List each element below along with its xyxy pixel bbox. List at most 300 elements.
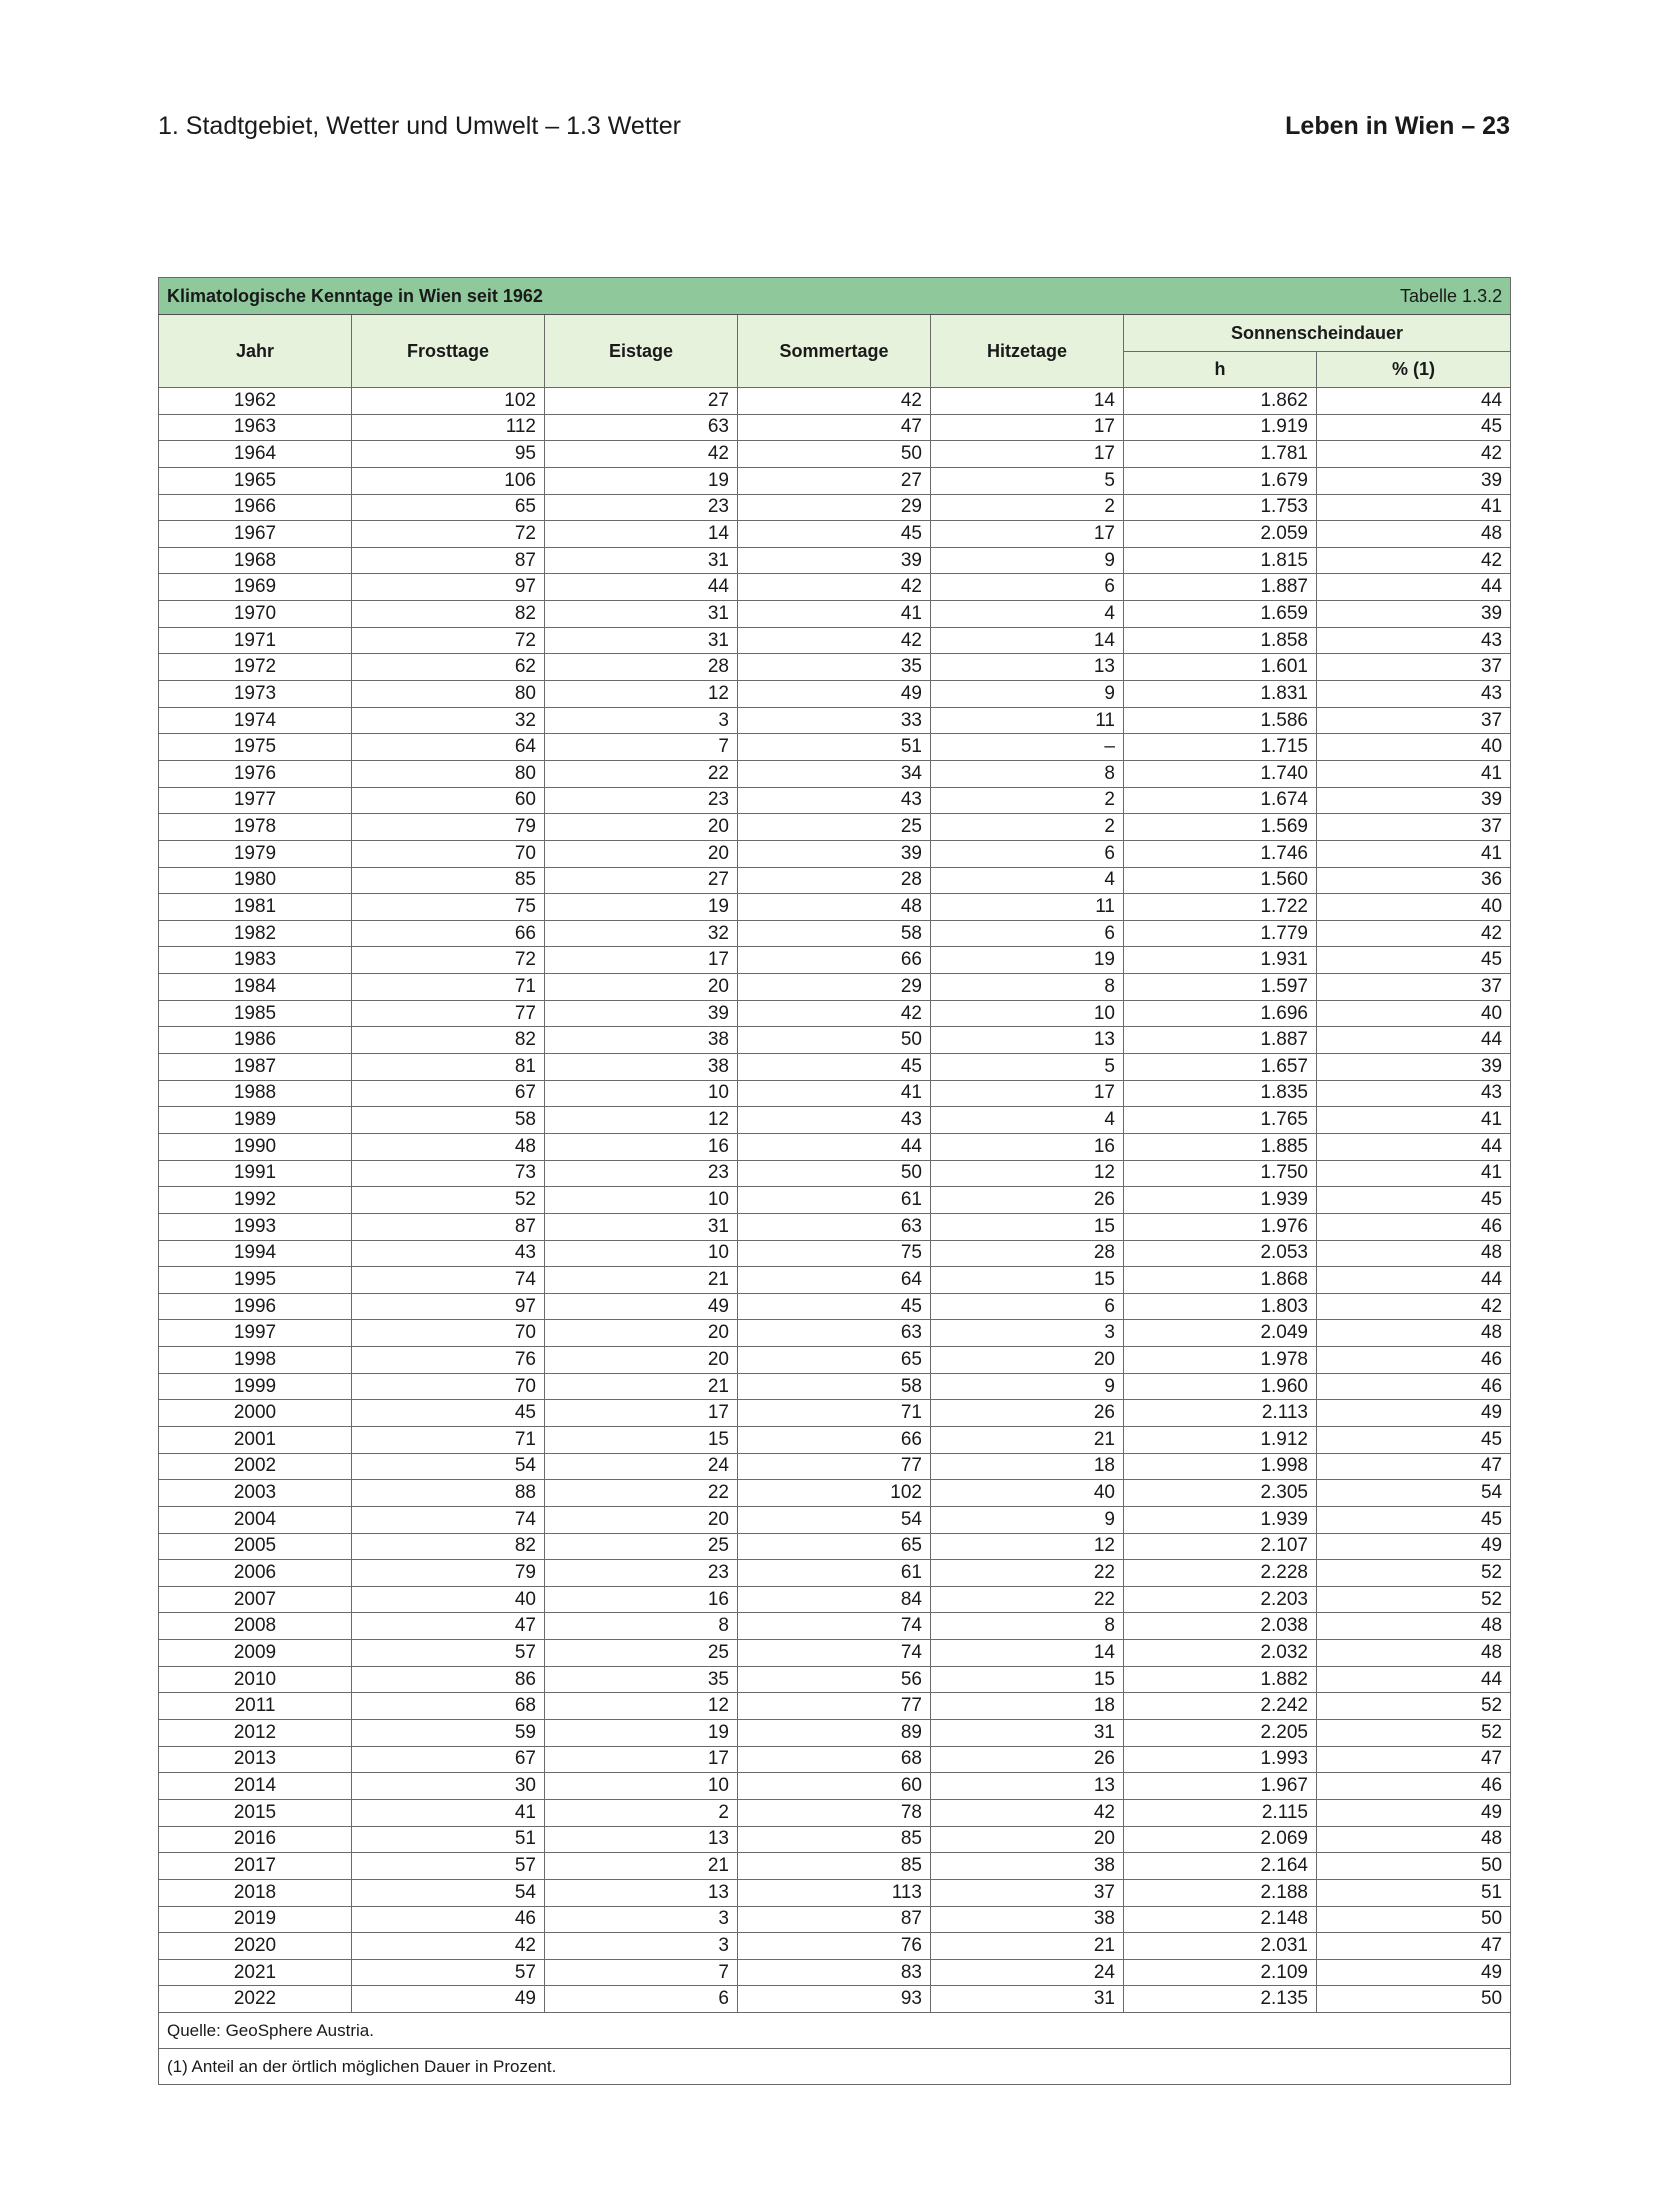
cell-summer: 34: [738, 760, 931, 787]
cell-sun-percent: 42: [1317, 920, 1511, 947]
cell-sun-hours: 1.815: [1124, 547, 1317, 574]
cell-summer: 29: [738, 974, 931, 1001]
cell-sun-hours: 2.242: [1124, 1693, 1317, 1720]
cell-frost: 46: [352, 1906, 545, 1933]
table-row: [159, 1453, 1511, 1480]
cell-summer: 28: [738, 867, 931, 894]
cell-sun-percent: 39: [1317, 467, 1511, 494]
cell-ice: 19: [545, 1720, 738, 1747]
cell-year: 1976: [159, 760, 352, 787]
cell-summer: 48: [738, 894, 931, 921]
cell-sun-hours: 1.939: [1124, 1506, 1317, 1533]
cell-summer: 75: [738, 1240, 931, 1267]
cell-sun-percent: 50: [1317, 1853, 1511, 1880]
cell-sun-percent: 39: [1317, 1054, 1511, 1081]
cell-frost: 47: [352, 1613, 545, 1640]
cell-ice: 31: [545, 547, 738, 574]
cell-year: 1994: [159, 1240, 352, 1267]
cell-frost: 79: [352, 814, 545, 841]
cell-summer: 56: [738, 1666, 931, 1693]
cell-ice: 27: [545, 388, 738, 415]
cell-year: 1992: [159, 1187, 352, 1214]
cell-sun-hours: 1.976: [1124, 1213, 1317, 1240]
cell-heat: 26: [931, 1187, 1124, 1214]
cell-year: 1999: [159, 1373, 352, 1400]
cell-heat: 31: [931, 1720, 1124, 1747]
cell-sun-hours: 1.779: [1124, 920, 1317, 947]
cell-ice: 27: [545, 867, 738, 894]
cell-sun-percent: 52: [1317, 1720, 1511, 1747]
cell-year: 2005: [159, 1533, 352, 1560]
cell-year: 1991: [159, 1160, 352, 1187]
cell-ice: 12: [545, 681, 738, 708]
cell-heat: 11: [931, 707, 1124, 734]
cell-summer: 85: [738, 1853, 931, 1880]
table-row: [159, 787, 1511, 814]
cell-ice: 21: [545, 1373, 738, 1400]
table-row: [159, 1746, 1511, 1773]
cell-sun-hours: 1.696: [1124, 1000, 1317, 1027]
cell-sun-hours: 2.228: [1124, 1560, 1317, 1587]
cell-sun-hours: 1.781: [1124, 441, 1317, 468]
cell-sun-percent: 46: [1317, 1347, 1511, 1374]
cell-sun-hours: 1.887: [1124, 574, 1317, 601]
cell-summer: 45: [738, 1293, 931, 1320]
cell-frost: 48: [352, 1133, 545, 1160]
cell-sun-percent: 41: [1317, 840, 1511, 867]
cell-ice: 31: [545, 627, 738, 654]
cell-summer: 71: [738, 1400, 931, 1427]
cell-year: 1997: [159, 1320, 352, 1347]
cell-ice: 23: [545, 1560, 738, 1587]
cell-ice: 32: [545, 920, 738, 947]
cell-heat: –: [931, 734, 1124, 761]
cell-sun-percent: 40: [1317, 894, 1511, 921]
cell-ice: 10: [545, 1080, 738, 1107]
cell-summer: 85: [738, 1826, 931, 1853]
cell-heat: 17: [931, 1080, 1124, 1107]
col-header-sunshine: Sonnenscheindauer: [1124, 315, 1511, 352]
cell-ice: 19: [545, 467, 738, 494]
table-row: [159, 1426, 1511, 1453]
cell-year: 1965: [159, 467, 352, 494]
cell-frost: 70: [352, 1320, 545, 1347]
cell-sun-percent: 49: [1317, 1400, 1511, 1427]
cell-sun-percent: 46: [1317, 1213, 1511, 1240]
cell-summer: 61: [738, 1187, 931, 1214]
cell-sun-hours: 2.203: [1124, 1586, 1317, 1613]
cell-sun-percent: 45: [1317, 947, 1511, 974]
cell-heat: 22: [931, 1586, 1124, 1613]
cell-ice: 10: [545, 1773, 738, 1800]
cell-summer: 49: [738, 681, 931, 708]
cell-year: 1989: [159, 1107, 352, 1134]
table-row: [159, 1347, 1511, 1374]
cell-year: 2003: [159, 1480, 352, 1507]
table-row: [159, 1666, 1511, 1693]
cell-heat: 24: [931, 1959, 1124, 1986]
table-row: [159, 494, 1511, 521]
table-row: [159, 1400, 1511, 1427]
cell-summer: 42: [738, 627, 931, 654]
cell-summer: 39: [738, 547, 931, 574]
cell-ice: 16: [545, 1133, 738, 1160]
cell-year: 2010: [159, 1666, 352, 1693]
cell-year: 1990: [159, 1133, 352, 1160]
table-row: [159, 1720, 1511, 1747]
cell-ice: 31: [545, 1213, 738, 1240]
cell-sun-hours: 1.765: [1124, 1107, 1317, 1134]
cell-sun-hours: 1.831: [1124, 681, 1317, 708]
cell-frost: 66: [352, 920, 545, 947]
cell-ice: 17: [545, 1400, 738, 1427]
cell-sun-hours: 2.107: [1124, 1533, 1317, 1560]
table-row: [159, 1267, 1511, 1294]
cell-sun-hours: 1.569: [1124, 814, 1317, 841]
cell-ice: 38: [545, 1027, 738, 1054]
cell-frost: 85: [352, 867, 545, 894]
cell-year: 1967: [159, 521, 352, 548]
table-row: [159, 1320, 1511, 1347]
table-row: [159, 1640, 1511, 1667]
table-row: [159, 1133, 1511, 1160]
cell-summer: 76: [738, 1933, 931, 1960]
cell-frost: 51: [352, 1826, 545, 1853]
cell-frost: 30: [352, 1773, 545, 1800]
cell-sun-percent: 42: [1317, 1293, 1511, 1320]
table-row: [159, 947, 1511, 974]
table-row: [159, 1160, 1511, 1187]
cell-sun-hours: 1.586: [1124, 707, 1317, 734]
cell-sun-percent: 42: [1317, 441, 1511, 468]
cell-heat: 15: [931, 1666, 1124, 1693]
cell-year: 2017: [159, 1853, 352, 1880]
cell-ice: 3: [545, 1906, 738, 1933]
cell-frost: 75: [352, 894, 545, 921]
cell-summer: 25: [738, 814, 931, 841]
cell-sun-percent: 40: [1317, 734, 1511, 761]
cell-ice: 15: [545, 1426, 738, 1453]
cell-sun-percent: 44: [1317, 1666, 1511, 1693]
cell-frost: 45: [352, 1400, 545, 1427]
cell-year: 2018: [159, 1879, 352, 1906]
cell-summer: 113: [738, 1879, 931, 1906]
cell-year: 2002: [159, 1453, 352, 1480]
cell-sun-percent: 47: [1317, 1746, 1511, 1773]
cell-heat: 3: [931, 1320, 1124, 1347]
table-row: [159, 1240, 1511, 1267]
cell-sun-percent: 52: [1317, 1586, 1511, 1613]
cell-sun-hours: 1.753: [1124, 494, 1317, 521]
cell-summer: 47: [738, 414, 931, 441]
cell-sun-hours: 2.135: [1124, 1986, 1317, 2013]
cell-sun-hours: 1.560: [1124, 867, 1317, 894]
table-row: [159, 1959, 1511, 1986]
cell-frost: 70: [352, 840, 545, 867]
cell-heat: 17: [931, 414, 1124, 441]
cell-heat: 28: [931, 1240, 1124, 1267]
col-header-ice: Eistage: [545, 315, 738, 388]
cell-frost: 112: [352, 414, 545, 441]
cell-summer: 41: [738, 601, 931, 628]
table-row: [159, 1826, 1511, 1853]
cell-sun-percent: 47: [1317, 1933, 1511, 1960]
cell-heat: 17: [931, 441, 1124, 468]
cell-heat: 2: [931, 787, 1124, 814]
source-note: Quelle: GeoSphere Austria.: [159, 2013, 1511, 2049]
cell-ice: 20: [545, 1506, 738, 1533]
table-row: [159, 1187, 1511, 1214]
cell-ice: 12: [545, 1107, 738, 1134]
cell-frost: 82: [352, 1533, 545, 1560]
cell-year: 1966: [159, 494, 352, 521]
cell-ice: 25: [545, 1533, 738, 1560]
cell-sun-percent: 43: [1317, 681, 1511, 708]
cell-heat: 5: [931, 467, 1124, 494]
col-header-sun-percent: % (1): [1317, 352, 1511, 388]
cell-heat: 18: [931, 1693, 1124, 1720]
cell-sun-percent: 41: [1317, 494, 1511, 521]
cell-heat: 12: [931, 1533, 1124, 1560]
cell-ice: 20: [545, 974, 738, 1001]
table-row: [159, 521, 1511, 548]
cell-heat: 6: [931, 840, 1124, 867]
table-row: [159, 974, 1511, 1001]
cell-frost: 74: [352, 1267, 545, 1294]
cell-sun-percent: 44: [1317, 1133, 1511, 1160]
cell-summer: 44: [738, 1133, 931, 1160]
cell-sun-percent: 48: [1317, 521, 1511, 548]
cell-year: 1977: [159, 787, 352, 814]
cell-frost: 57: [352, 1640, 545, 1667]
cell-sun-hours: 2.113: [1124, 1400, 1317, 1427]
cell-heat: 9: [931, 681, 1124, 708]
cell-frost: 57: [352, 1853, 545, 1880]
cell-sun-percent: 45: [1317, 1506, 1511, 1533]
cell-sun-percent: 50: [1317, 1906, 1511, 1933]
cell-sun-percent: 49: [1317, 1799, 1511, 1826]
cell-heat: 42: [931, 1799, 1124, 1826]
table-row: [159, 1293, 1511, 1320]
cell-heat: 6: [931, 920, 1124, 947]
cell-heat: 31: [931, 1986, 1124, 2013]
cell-sun-hours: 1.597: [1124, 974, 1317, 1001]
cell-heat: 17: [931, 521, 1124, 548]
cell-heat: 20: [931, 1347, 1124, 1374]
source-row: [159, 2013, 1511, 2049]
cell-sun-percent: 49: [1317, 1533, 1511, 1560]
cell-year: 2007: [159, 1586, 352, 1613]
cell-sun-hours: 1.998: [1124, 1453, 1317, 1480]
cell-summer: 42: [738, 388, 931, 415]
cell-sun-percent: 52: [1317, 1560, 1511, 1587]
cell-ice: 24: [545, 1453, 738, 1480]
table-row: [159, 867, 1511, 894]
cell-summer: 58: [738, 920, 931, 947]
cell-heat: 5: [931, 1054, 1124, 1081]
cell-heat: 6: [931, 574, 1124, 601]
cell-sun-hours: 2.059: [1124, 521, 1317, 548]
table-row: [159, 707, 1511, 734]
cell-heat: 8: [931, 974, 1124, 1001]
cell-year: 1998: [159, 1347, 352, 1374]
cell-frost: 40: [352, 1586, 545, 1613]
cell-heat: 15: [931, 1213, 1124, 1240]
cell-year: 1985: [159, 1000, 352, 1027]
cell-frost: 106: [352, 467, 545, 494]
cell-summer: 66: [738, 1426, 931, 1453]
cell-summer: 65: [738, 1533, 931, 1560]
cell-sun-hours: 2.205: [1124, 1720, 1317, 1747]
cell-heat: 26: [931, 1746, 1124, 1773]
cell-year: 2006: [159, 1560, 352, 1587]
cell-ice: 2: [545, 1799, 738, 1826]
cell-year: 1972: [159, 654, 352, 681]
cell-heat: 2: [931, 494, 1124, 521]
cell-year: 2009: [159, 1640, 352, 1667]
cell-sun-hours: 1.862: [1124, 388, 1317, 415]
cell-sun-percent: 48: [1317, 1240, 1511, 1267]
cell-sun-percent: 41: [1317, 1107, 1511, 1134]
cell-ice: 35: [545, 1666, 738, 1693]
cell-sun-percent: 48: [1317, 1640, 1511, 1667]
cell-ice: 3: [545, 707, 738, 734]
cell-sun-hours: 2.115: [1124, 1799, 1317, 1826]
cell-sun-hours: 1.715: [1124, 734, 1317, 761]
table-container: [158, 277, 1510, 2085]
table-row: [159, 1906, 1511, 1933]
cell-sun-hours: 2.032: [1124, 1640, 1317, 1667]
cell-year: 1971: [159, 627, 352, 654]
table-row: [159, 1799, 1511, 1826]
cell-sun-hours: 1.967: [1124, 1773, 1317, 1800]
cell-ice: 17: [545, 1746, 738, 1773]
cell-year: 2022: [159, 1986, 352, 2013]
cell-heat: 4: [931, 1107, 1124, 1134]
cell-summer: 58: [738, 1373, 931, 1400]
cell-year: 2016: [159, 1826, 352, 1853]
table-row: [159, 601, 1511, 628]
section-header: 1. Stadtgebiet, Wetter und Umwelt – 1.3 Wetter: [158, 112, 681, 140]
cell-frost: 71: [352, 1426, 545, 1453]
footnote: (1) Anteil an der örtlich möglichen Dauer in Prozent.: [159, 2049, 1511, 2085]
cell-summer: 78: [738, 1799, 931, 1826]
table-row: [159, 734, 1511, 761]
table-row: [159, 814, 1511, 841]
cell-ice: 10: [545, 1240, 738, 1267]
cell-year: 1964: [159, 441, 352, 468]
cell-sun-hours: 2.188: [1124, 1879, 1317, 1906]
cell-frost: 70: [352, 1373, 545, 1400]
cell-sun-percent: 45: [1317, 414, 1511, 441]
table-row: [159, 1613, 1511, 1640]
table-row: [159, 760, 1511, 787]
cell-summer: 45: [738, 1054, 931, 1081]
cell-sun-hours: 1.679: [1124, 467, 1317, 494]
cell-summer: 35: [738, 654, 931, 681]
table-row: [159, 1879, 1511, 1906]
cell-summer: 43: [738, 1107, 931, 1134]
cell-frost: 41: [352, 1799, 545, 1826]
cell-ice: 8: [545, 1613, 738, 1640]
table-row: [159, 1586, 1511, 1613]
cell-summer: 74: [738, 1613, 931, 1640]
cell-heat: 13: [931, 1027, 1124, 1054]
cell-ice: 19: [545, 894, 738, 921]
cell-summer: 93: [738, 1986, 931, 2013]
cell-sun-hours: 1.912: [1124, 1426, 1317, 1453]
cell-frost: 67: [352, 1080, 545, 1107]
cell-summer: 29: [738, 494, 931, 521]
cell-heat: 9: [931, 547, 1124, 574]
table-row: [159, 1373, 1511, 1400]
cell-year: 2015: [159, 1799, 352, 1826]
cell-ice: 44: [545, 574, 738, 601]
cell-heat: 4: [931, 867, 1124, 894]
cell-summer: 42: [738, 574, 931, 601]
table-number: Tabelle 1.3.2: [1400, 285, 1503, 306]
cell-frost: 42: [352, 1933, 545, 1960]
cell-heat: 21: [931, 1426, 1124, 1453]
cell-frost: 64: [352, 734, 545, 761]
cell-year: 2004: [159, 1506, 352, 1533]
cell-sun-hours: 1.722: [1124, 894, 1317, 921]
cell-sun-hours: 1.750: [1124, 1160, 1317, 1187]
cell-sun-hours: 1.674: [1124, 787, 1317, 814]
cell-heat: 20: [931, 1826, 1124, 1853]
cell-frost: 72: [352, 627, 545, 654]
cell-summer: 66: [738, 947, 931, 974]
col-header-heat: Hitzetage: [931, 315, 1124, 388]
cell-summer: 60: [738, 1773, 931, 1800]
cell-sun-percent: 40: [1317, 1000, 1511, 1027]
cell-summer: 83: [738, 1959, 931, 1986]
cell-summer: 50: [738, 1160, 931, 1187]
cell-heat: 26: [931, 1400, 1124, 1427]
cell-heat: 14: [931, 388, 1124, 415]
cell-summer: 27: [738, 467, 931, 494]
table-row: [159, 681, 1511, 708]
cell-year: 1988: [159, 1080, 352, 1107]
cell-summer: 61: [738, 1560, 931, 1587]
cell-heat: 2: [931, 814, 1124, 841]
cell-sun-percent: 44: [1317, 1027, 1511, 1054]
cell-heat: 13: [931, 1773, 1124, 1800]
table-row: [159, 1027, 1511, 1054]
cell-year: 1974: [159, 707, 352, 734]
table-row: [159, 627, 1511, 654]
cell-year: 2020: [159, 1933, 352, 1960]
table-row: [159, 414, 1511, 441]
cell-frost: 87: [352, 1213, 545, 1240]
cell-ice: 14: [545, 521, 738, 548]
cell-sun-hours: 1.978: [1124, 1347, 1317, 1374]
cell-ice: 39: [545, 1000, 738, 1027]
cell-frost: 73: [352, 1160, 545, 1187]
table-row: [159, 1986, 1511, 2013]
cell-summer: 77: [738, 1453, 931, 1480]
cell-ice: 63: [545, 414, 738, 441]
cell-frost: 60: [352, 787, 545, 814]
cell-ice: 16: [545, 1586, 738, 1613]
cell-frost: 72: [352, 521, 545, 548]
cell-sun-percent: 44: [1317, 574, 1511, 601]
cell-year: 2021: [159, 1959, 352, 1986]
cell-year: 2008: [159, 1613, 352, 1640]
table-row: [159, 1080, 1511, 1107]
table-row: [159, 1107, 1511, 1134]
cell-sun-hours: 1.885: [1124, 1133, 1317, 1160]
